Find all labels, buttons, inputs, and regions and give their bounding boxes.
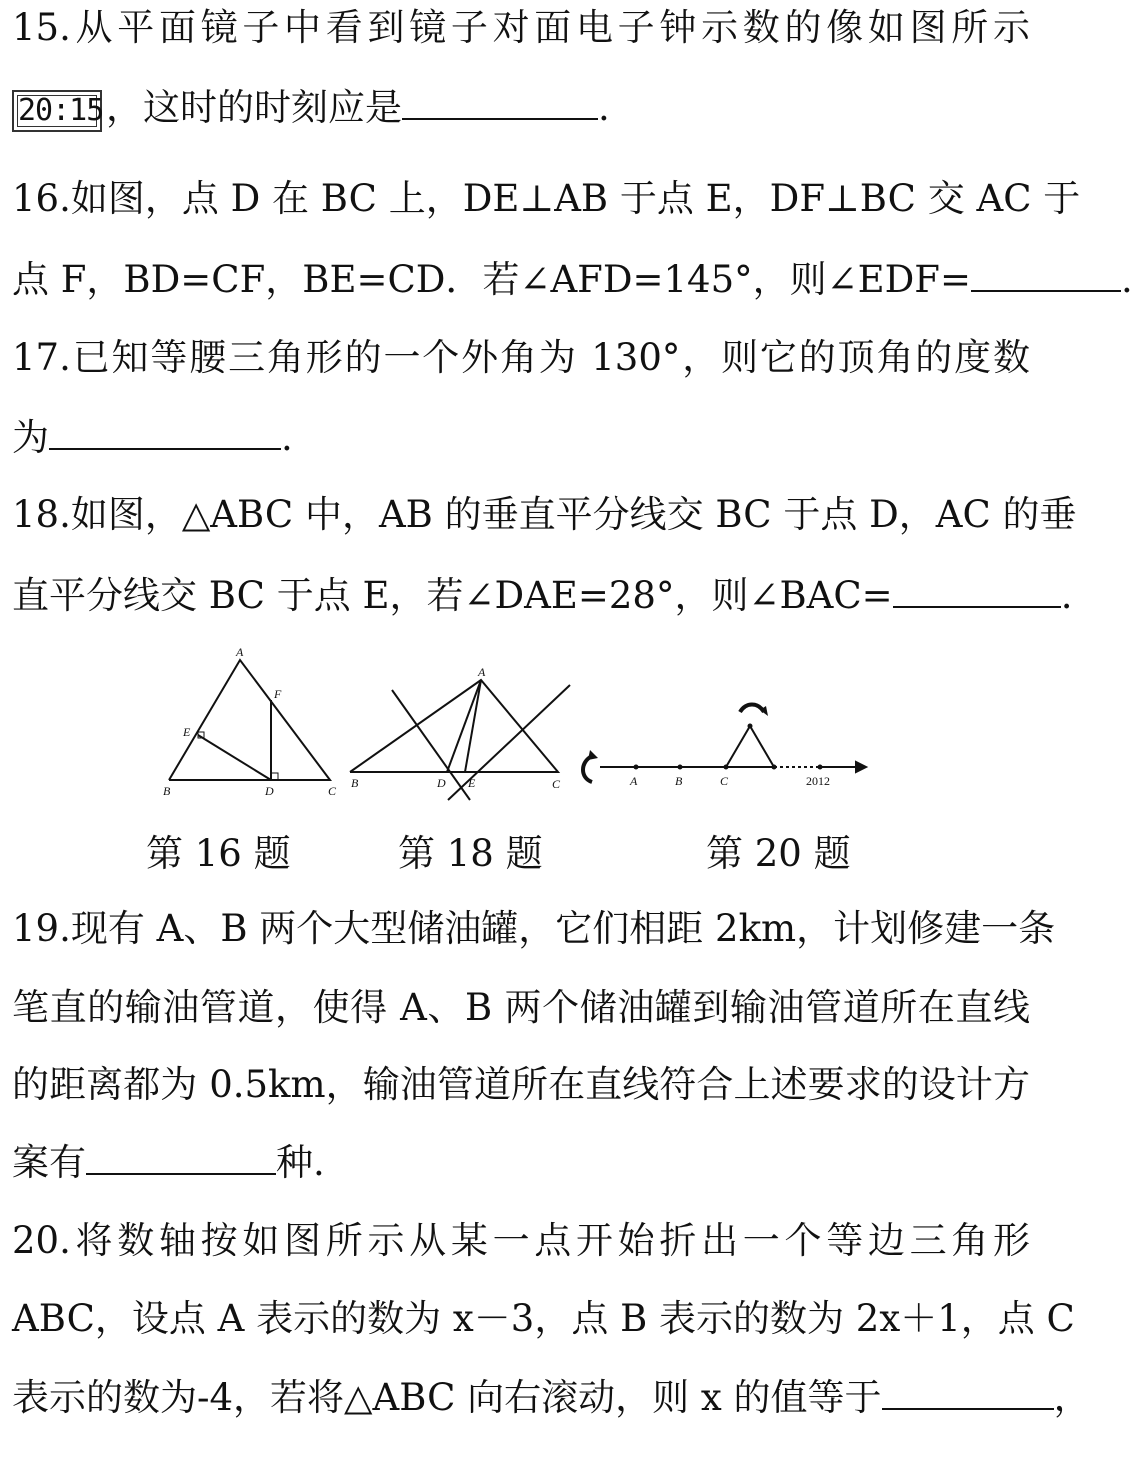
point-c [724, 765, 729, 770]
fig16-label-f: F [274, 687, 282, 701]
clock-digits: 20:15 [18, 92, 104, 128]
caption-fig16: 第 16 题 [146, 832, 291, 875]
caption-fig18: 第 18 题 [398, 832, 543, 875]
point-b [678, 765, 683, 770]
q19-line4 [12, 1139, 325, 1186]
q20-text: 表示的数为-4，若将△ABC 向右滚动，则 x 的值等于 [12, 1376, 882, 1419]
q19-line3: 的距离都为 0.5km，输油管道所在直线符合上述要求的设计方 [12, 1063, 1030, 1106]
triangle-abc-16 [169, 660, 330, 780]
figure-16 [169, 660, 330, 780]
point-apex [748, 724, 753, 729]
point-a [634, 765, 639, 770]
fig20-label-2012: 2012 [806, 774, 830, 788]
answer-blank-15[interactable] [402, 84, 598, 120]
fig20-label-c: C [720, 774, 729, 788]
q20-line2: ABC，设点 A 表示的数为 x－3，点 B 表示的数为 2x＋1，点 C [12, 1297, 1075, 1340]
figure-20 [583, 705, 866, 783]
q17-line2 [12, 414, 293, 461]
answer-blank-20[interactable] [882, 1374, 1054, 1410]
figure-18 [350, 680, 570, 800]
mirror-clock-image [12, 90, 102, 132]
q17-text: 为 [12, 416, 49, 459]
rotate-arrow-left-head [588, 750, 598, 760]
q15-line1: 15.从平面镜子中看到镜子对面电子钟示数的像如图所示 [12, 6, 1030, 49]
fig16-label-d: D [265, 784, 274, 798]
q16-line2 [12, 256, 1133, 303]
q18-line1: 18.如图，△ABC 中，AB 的垂直平分线交 BC 于点 D，AC 的垂 [12, 493, 1077, 536]
answer-blank-18[interactable] [893, 572, 1061, 608]
fig18-label-e: E [468, 776, 476, 790]
q16-line1: 16.如图，点 D 在 BC 上，DE⊥AB 于点 E，DF⊥BC 交 AC 于 [12, 177, 1081, 220]
answer-blank-16[interactable] [971, 256, 1121, 292]
q15-end: . [598, 86, 610, 129]
fig16-label-a: A [236, 645, 244, 659]
segment-ae [465, 680, 481, 772]
fig16-label-b: B [163, 784, 171, 798]
fig18-label-d: D [437, 776, 446, 790]
q19-text: 案有 [12, 1141, 86, 1184]
rotate-arrow-left [583, 756, 592, 782]
fig20-label-a: A [630, 774, 638, 788]
fig18-label-c: C [552, 777, 561, 791]
fig16-label-e: E [183, 725, 191, 739]
answer-blank-19[interactable] [86, 1139, 276, 1175]
q16-end: . [1120, 258, 1133, 301]
q17-end: . [281, 416, 293, 459]
q18-line2 [12, 572, 1072, 619]
q19-line1: 19.现有 A、B 两个大型储油罐，它们相距 2km，计划修建一条 [12, 907, 1056, 950]
answer-blank-17[interactable] [49, 414, 281, 450]
q15-line2 [12, 84, 610, 132]
bisector-ab [392, 690, 470, 800]
caption-fig20: 第 20 题 [706, 832, 851, 875]
q18-end: . [1060, 574, 1073, 617]
q18-text: 直平分线交 BC 于点 E，若∠DAE=28°，则∠BAC= [12, 574, 893, 617]
q20-line1: 20.将数轴按如图所示从某一点开始折出一个等边三角形 [12, 1219, 1030, 1262]
folded-triangle [726, 726, 774, 767]
arrow-head [856, 762, 866, 772]
q19-line2: 笔直的输油管道，使得 A、B 两个储油罐到输油管道所在直线 [12, 986, 1030, 1029]
fig18-label-b: B [351, 776, 359, 790]
segment-ad [447, 680, 481, 772]
q16-text: 点 F，BD=CF，BE=CD．若∠AFD=145°，则∠EDF= [12, 258, 971, 301]
point-2012 [818, 765, 823, 770]
fig18-label-a: A [478, 665, 486, 679]
segment-de [198, 735, 271, 780]
figures-row [0, 640, 1042, 815]
fig20-label-b: B [675, 774, 683, 788]
q15-text: ，这时的时刻应是 [106, 86, 402, 129]
q20-end: ， [1053, 1376, 1091, 1419]
point-fold [772, 765, 777, 770]
q17-line1: 17.已知等腰三角形的一个外角为 130°，则它的顶角的度数 [12, 336, 1030, 379]
rotate-arrow-top [740, 705, 764, 713]
right-angle-d [271, 773, 278, 780]
q20-line3 [12, 1374, 1091, 1421]
q19-end: 种. [276, 1141, 325, 1184]
fig16-label-c: C [328, 784, 337, 798]
